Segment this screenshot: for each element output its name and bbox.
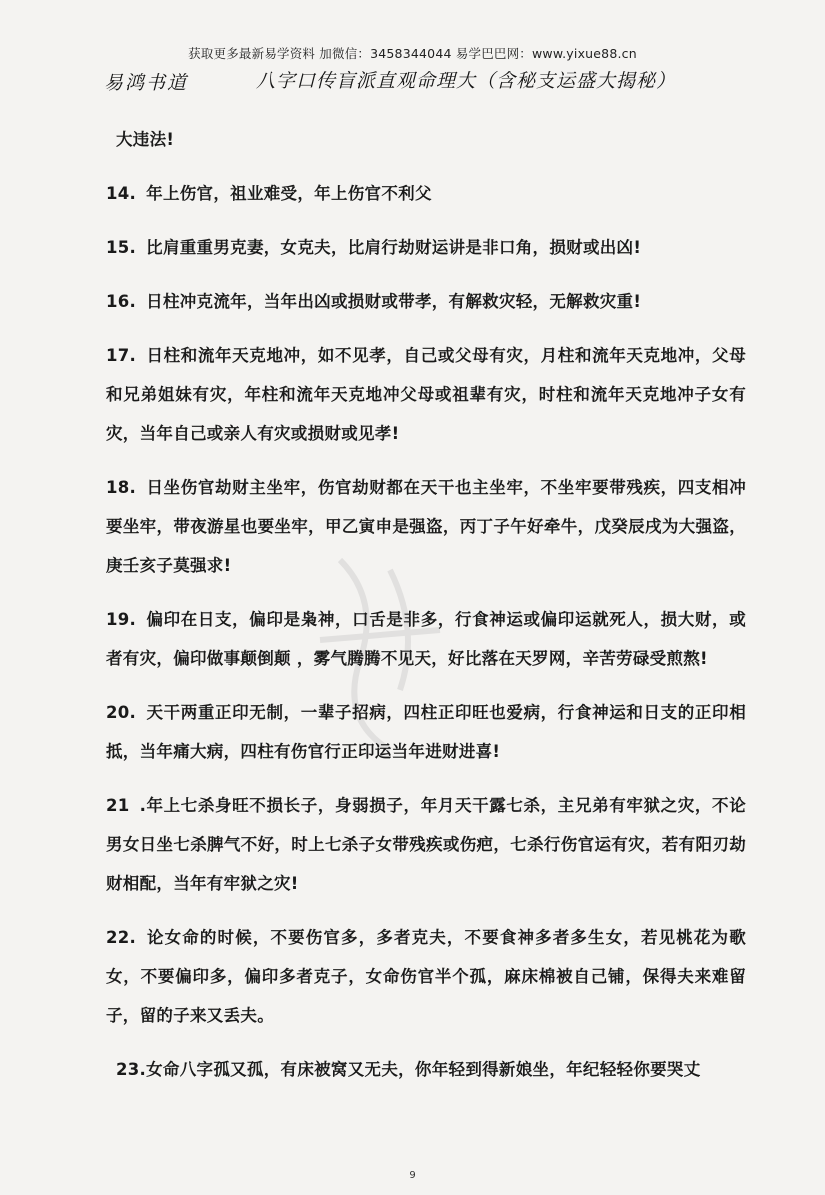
- paragraph-14: 14. 年上伤官，祖业难受，年上伤官不利父: [106, 184, 432, 203]
- paragraph-23: 23.女命八字孤又孤，有床被窝又无夫，你年轻到得新娘坐，年纪轻轻你要哭丈: [116, 1060, 701, 1079]
- handwritten-title: 八字口传盲派直观命理大（含秘支运盛大揭秘）: [256, 70, 677, 92]
- watermark-line: 获取更多最新易学资料 加微信：3458344044 易学巴巴网：www.yixue88.cn: [188, 46, 637, 61]
- paragraph-0: 大违法!: [116, 130, 175, 149]
- handwritten-header: [104, 64, 744, 98]
- paragraph-20: 20. 天干两重正印无制，一辈子招病，四柱正印旺也爱病，行食神运和日支的正印相抵，当年痛大病，四柱有伤官行正印运当年进财进喜!: [106, 703, 746, 761]
- body-text: [106, 120, 746, 1089]
- paragraph-18: 18. 日坐伤官劫财主坐牢，伤官劫财都在天干也主坐牢，不坐牢要带残疾，四支相冲要坐牢，带夜游星也要坐牢，甲乙寅申是强盗，丙丁子午好牵牛，戊癸辰戌为大强盗，庚壬亥子莫强求!: [106, 478, 746, 575]
- page-number: 9: [409, 1170, 416, 1181]
- handwritten-author: 易鸿书道: [104, 72, 189, 94]
- paragraph-21: 21 .年上七杀身旺不损长子，身弱损子，年月天干露七杀，主兄弟有牢狱之灾，不论男女日坐七杀脾气不好，时上七杀子女带残疾或伤疤，七杀行伤官运有灾，若有阳刃劫财相配，当年有牢狱之灾!: [106, 796, 746, 893]
- paragraph-22: 22. 论女命的时候，不要伤官多，多者克夫，不要食神多者多生女，若见桃花为歌女，不要偏印多，偏印多者克子，女命伤官半个孤，麻床棉被自己铺，保得夫来难留子，留的子来又丢夫。: [106, 928, 746, 1025]
- paragraph-19: 19. 偏印在日支，偏印是枭神，口舌是非多，行食神运或偏印运就死人，损大财，或者有灾，偏印做事颠倒颠 ，雾气腾腾不见天，好比落在天罗网，辛苦劳碌受煎熬!: [106, 610, 746, 668]
- paragraph-15: 15. 比肩重重男克妻，女克夫，比肩行劫财运讲是非口角，损财或出凶!: [106, 238, 642, 257]
- paragraph-17: 17. 日柱和流年天克地冲，如不见孝，自己或父母有灾，月柱和流年天克地冲，父母和兄弟姐妹有灾，年柱和流年天克地冲父母或祖辈有灾，时柱和流年天克地冲子女有灾，当年自己或亲人有灾或损财或见孝!: [106, 346, 746, 443]
- paragraph-16: 16. 日柱冲克流年，当年出凶或损财或带孝，有解救灾轻，无解救灾重!: [106, 292, 642, 311]
